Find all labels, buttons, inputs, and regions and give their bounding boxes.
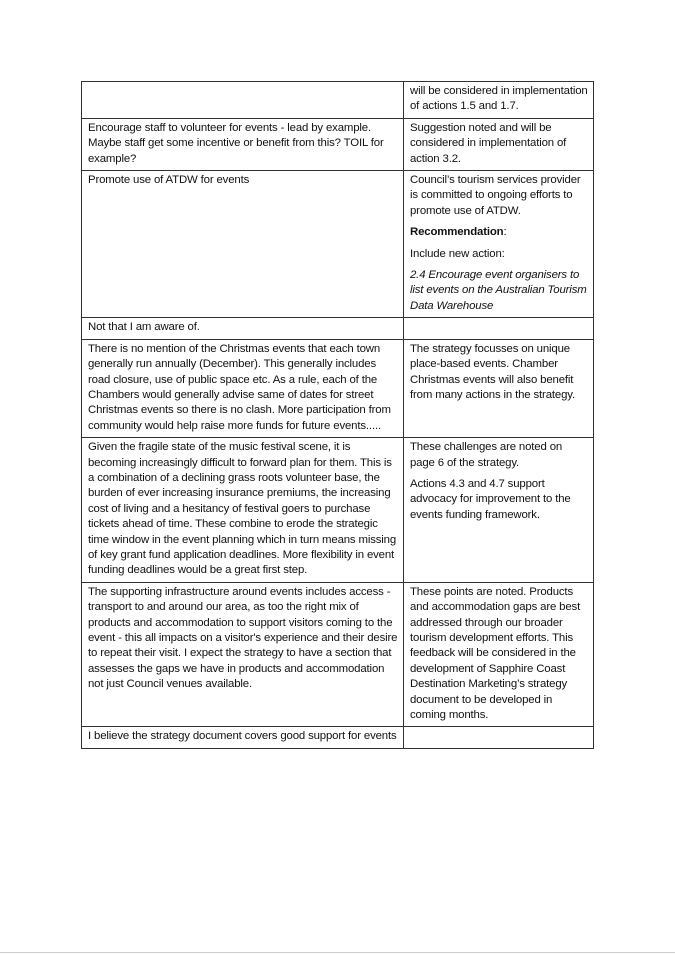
comment-cell: I believe the strategy document covers good support for events: [82, 727, 404, 748]
response-cell: [404, 171, 594, 318]
recommendation-line: [410, 225, 588, 240]
table-row: [82, 82, 594, 119]
response-paragraph: will be considered in implementation of actions 1.5 and 1.7.: [410, 85, 588, 113]
table-row: [82, 582, 594, 727]
response-cell: [404, 82, 594, 119]
recommendation-label: Recommendation: [410, 226, 504, 239]
table-row: [82, 318, 594, 339]
feedback-table: [81, 81, 594, 749]
response-cell: [404, 339, 594, 437]
table-row: [82, 438, 594, 583]
comment-cell: The supporting infrastructure around events includes access - transport to and around our area, as too the right mix of products and accommodation to support visitors coming to the event - this all impacts on a visitor's experience and their desire to repeat their visit. I expect the strategy to have a section that assesses the gaps we have in products and accommodation not just Council venues available.: [82, 582, 404, 727]
response-paragraph: Actions 4.3 and 4.7 support advocacy for improvement to the events funding framework.: [410, 477, 571, 521]
response-cell: [404, 118, 594, 170]
comment-cell: Given the fragile state of the music festival scene, it is becoming increasingly difficult to forward plan for them. This is a combination of a declining grass roots volunteer base, the burden of ever increasing insurance premiums, the increasing cost of living and a hesitancy of festival goers to purchase tickets ahead of time. These combine to erode the strategic time window in the event planning which in turn means missing of key grant fund application deadlines. More flexibility in event funding deadlines would be a great first step.: [82, 438, 404, 583]
comment-cell: Not that I am aware of.: [82, 318, 404, 339]
response-cell: [404, 438, 594, 583]
response-cell-empty: [404, 318, 594, 339]
response-paragraph: These challenges are noted on page 6 of the strategy.: [410, 441, 563, 469]
table-row: [82, 339, 594, 437]
response-paragraph: The strategy focusses on unique place-based events. Chamber Christmas events will also benefit from many actions in the strategy.: [410, 342, 575, 401]
response-cell: [404, 582, 594, 727]
response-paragraph: Suggestion noted and will be considered in implementation of action 3.2.: [410, 121, 567, 165]
recommendation-colon: :: [503, 226, 507, 239]
page-bottom-divider: [0, 952, 675, 953]
table-row: [82, 171, 594, 318]
response-cell-empty: [404, 727, 594, 748]
comment-cell: There is no mention of the Christmas events that each town generally run annually (December). This generally includes road closure, use of public space etc. As a rule, each of the Chambers would generally advise same of dates for street Christmas events so there is no clash. More participation from community would help raise more funds for future events.....: [82, 339, 404, 437]
response-paragraph: Council’s tourism services provider is committed to ongoing efforts to promote use of ATDW.: [410, 174, 581, 217]
comment-cell: [82, 82, 404, 119]
comment-cell: Promote use of ATDW for events: [82, 171, 404, 318]
new-action-text: 2.4 Encourage event organisers to list events on the Australian Tourism Data Warehouse: [410, 269, 587, 312]
response-paragraph: These points are noted. Products and accommodation gaps are best addressed through our broader tourism development efforts. This feedback will be considered in the development of Sapphire Coast Destination Marketing’s strategy document to be developed in coming months.: [410, 585, 581, 722]
response-paragraph: Include new action:: [410, 247, 505, 260]
table-row: [82, 727, 594, 748]
comment-cell: Encourage staff to volunteer for events - lead by example. Maybe staff get some incentive or benefit from this? TOIL for example?: [82, 118, 404, 170]
table-row: [82, 118, 594, 170]
